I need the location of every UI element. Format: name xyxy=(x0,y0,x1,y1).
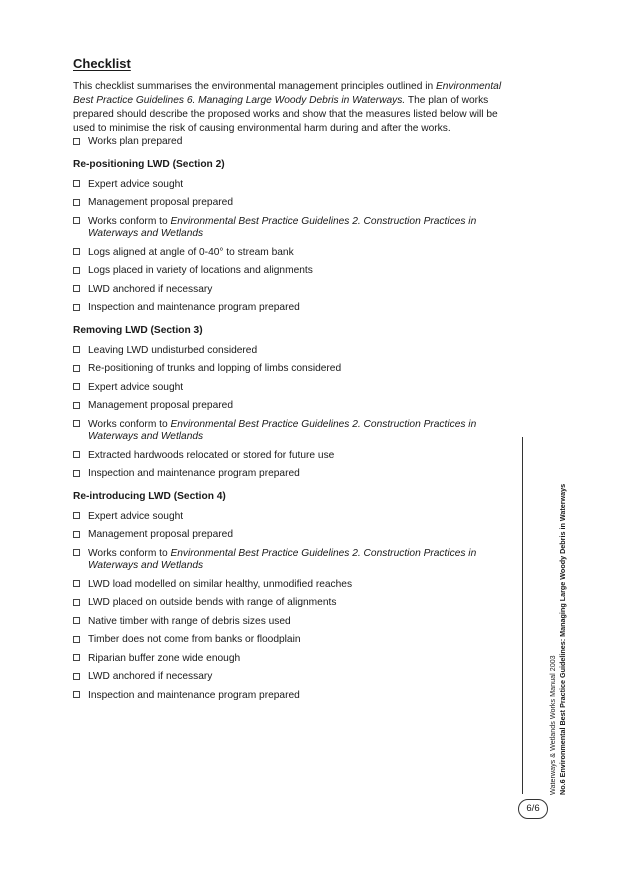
intro-guideline-title: Environmental Best Practice Guidelines 6. Managing Large Woody Debris in Waterways. xyxy=(73,81,502,106)
checklist-item xyxy=(73,179,523,192)
checkbox-icon[interactable] xyxy=(73,365,80,372)
checklist-item xyxy=(73,634,523,647)
page-title: Checklist xyxy=(73,56,131,71)
checkbox-icon[interactable] xyxy=(73,654,80,661)
checklist-item-label: Inspection and maintenance program prepared xyxy=(88,468,300,479)
side-header-manual: Waterways & Wetlands Works Manual 2003 xyxy=(548,655,557,795)
checkbox-icon[interactable] xyxy=(73,420,80,427)
checkbox-icon[interactable] xyxy=(73,691,80,698)
checklist-item-label: Expert advice sought xyxy=(88,178,184,190)
checkbox-icon[interactable] xyxy=(73,383,80,390)
checklist-item-label: Inspection and maintenance program prepared xyxy=(88,689,300,701)
checklist-item xyxy=(73,450,523,463)
checkbox-icon[interactable] xyxy=(73,180,80,187)
checkbox-icon[interactable] xyxy=(73,451,80,458)
checkbox-icon[interactable] xyxy=(73,402,80,409)
checklist-item-label: Expert advice sought xyxy=(88,381,184,393)
checkbox-icon[interactable] xyxy=(73,138,80,145)
checklist-item xyxy=(73,302,523,315)
checklist-item-label: Works plan prepared xyxy=(88,136,183,147)
checklist-item-label: Management proposal prepared xyxy=(88,197,233,208)
checklist-item-label: LWD anchored if necessary xyxy=(88,671,213,682)
checklist-item xyxy=(73,247,523,260)
checklist-item xyxy=(73,284,523,297)
checklist-item xyxy=(73,400,523,413)
page-number-badge: 6/6 xyxy=(518,799,548,819)
checkbox-icon[interactable] xyxy=(73,304,80,311)
checklist-item-label: Expert advice sought xyxy=(88,510,184,522)
checklist-item xyxy=(73,382,523,395)
checklist-item xyxy=(73,265,523,278)
checkbox-icon[interactable] xyxy=(73,470,80,477)
checklist-item-label: Works conform to xyxy=(88,215,171,227)
checklist-item-reference: Environmental Best Practice Guidelines 2. Construction Practices in Waterways and Wetlands xyxy=(88,547,477,571)
checklist-item-label: Re-positioning of trunks and lopping of limbs considered xyxy=(88,363,342,374)
side-running-header xyxy=(548,484,568,795)
checklist-item xyxy=(73,653,523,666)
checklist-item xyxy=(73,690,523,703)
checkbox-icon[interactable] xyxy=(73,617,80,624)
checkbox-icon[interactable] xyxy=(73,599,80,606)
checkbox-icon[interactable] xyxy=(73,549,80,556)
checkbox-icon[interactable] xyxy=(73,248,80,255)
checklist-item xyxy=(73,363,523,376)
section-heading: Removing LWD (Section 3) xyxy=(73,324,203,336)
checklist-item xyxy=(73,345,523,358)
checkbox-icon[interactable] xyxy=(73,512,80,519)
checkbox-icon[interactable] xyxy=(73,531,80,538)
checklist-item xyxy=(73,511,523,524)
checklist-item-label: Works conform to xyxy=(88,547,171,559)
checklist-item-label: Extracted hardwoods relocated or stored for future use xyxy=(88,449,335,461)
checklist-item-label: Logs aligned at angle of 0-40° to stream bank xyxy=(88,246,294,258)
checklist-item xyxy=(73,136,523,149)
checklist-item-label: Management proposal prepared xyxy=(88,400,233,411)
checklist-item-label: Logs placed in variety of locations and alignments xyxy=(88,265,313,276)
checklist-item xyxy=(73,616,523,629)
checklist-item-label: Leaving LWD undisturbed considered xyxy=(88,344,258,356)
intro-text-before: This checklist summarises the environmental management principles outlined in xyxy=(73,81,436,92)
checkbox-icon[interactable] xyxy=(73,580,80,587)
checkbox-icon[interactable] xyxy=(73,346,80,353)
checklist-item-label: LWD load modelled on similar healthy, unmodified reaches xyxy=(88,578,353,590)
side-divider xyxy=(522,437,523,794)
checklist-item-label: LWD placed on outside bends with range of alignments xyxy=(88,597,337,608)
checklist-item-label: Management proposal prepared xyxy=(88,529,233,540)
checklist-item-label: Timber does not come from banks or floodplain xyxy=(88,634,301,645)
checkbox-icon[interactable] xyxy=(73,636,80,643)
checklist-item-label: Native timber with range of debris sizes used xyxy=(88,615,291,627)
checkbox-icon[interactable] xyxy=(73,199,80,206)
intro-paragraph xyxy=(73,80,513,136)
checklist-item xyxy=(73,216,523,241)
section-heading: Re-introducing LWD (Section 4) xyxy=(73,490,226,502)
checklist-item xyxy=(73,548,523,573)
checklist-item xyxy=(73,671,523,684)
checklist-item-label: Riparian buffer zone wide enough xyxy=(88,652,241,664)
checkbox-icon[interactable] xyxy=(73,285,80,292)
checklist-item xyxy=(73,579,523,592)
checklist-item-label: Works conform to xyxy=(88,418,171,430)
checkbox-icon[interactable] xyxy=(73,673,80,680)
checklist-item-reference: Environmental Best Practice Guidelines 2. Construction Practices in Waterways and Wetlands xyxy=(88,215,477,239)
checklist-item-label: Inspection and maintenance program prepared xyxy=(88,302,300,313)
checklist-item-label: LWD anchored if necessary xyxy=(88,283,213,295)
checklist-item xyxy=(73,529,523,542)
checklist-item xyxy=(73,468,523,481)
intro-text-after: The plan of works prepared should describe the proposed works and show that the measures listed below will be used to minimise the risk of causing environmental harm during and after the works. xyxy=(73,95,498,134)
checklist-item-reference: Environmental Best Practice Guidelines 2. Construction Practices in Waterways and Wetlands xyxy=(88,418,477,442)
checklist-item xyxy=(73,419,523,444)
section-heading: Re-positioning LWD (Section 2) xyxy=(73,158,225,170)
checklist-item xyxy=(73,597,523,610)
checklist-item xyxy=(73,197,523,210)
checkbox-icon[interactable] xyxy=(73,217,80,224)
checkbox-icon[interactable] xyxy=(73,267,80,274)
side-header-guideline: No.6 Environmental Best Practice Guidelines: Managing Large Woody Debris in Waterways xyxy=(558,483,567,795)
checklist-content xyxy=(73,136,523,708)
